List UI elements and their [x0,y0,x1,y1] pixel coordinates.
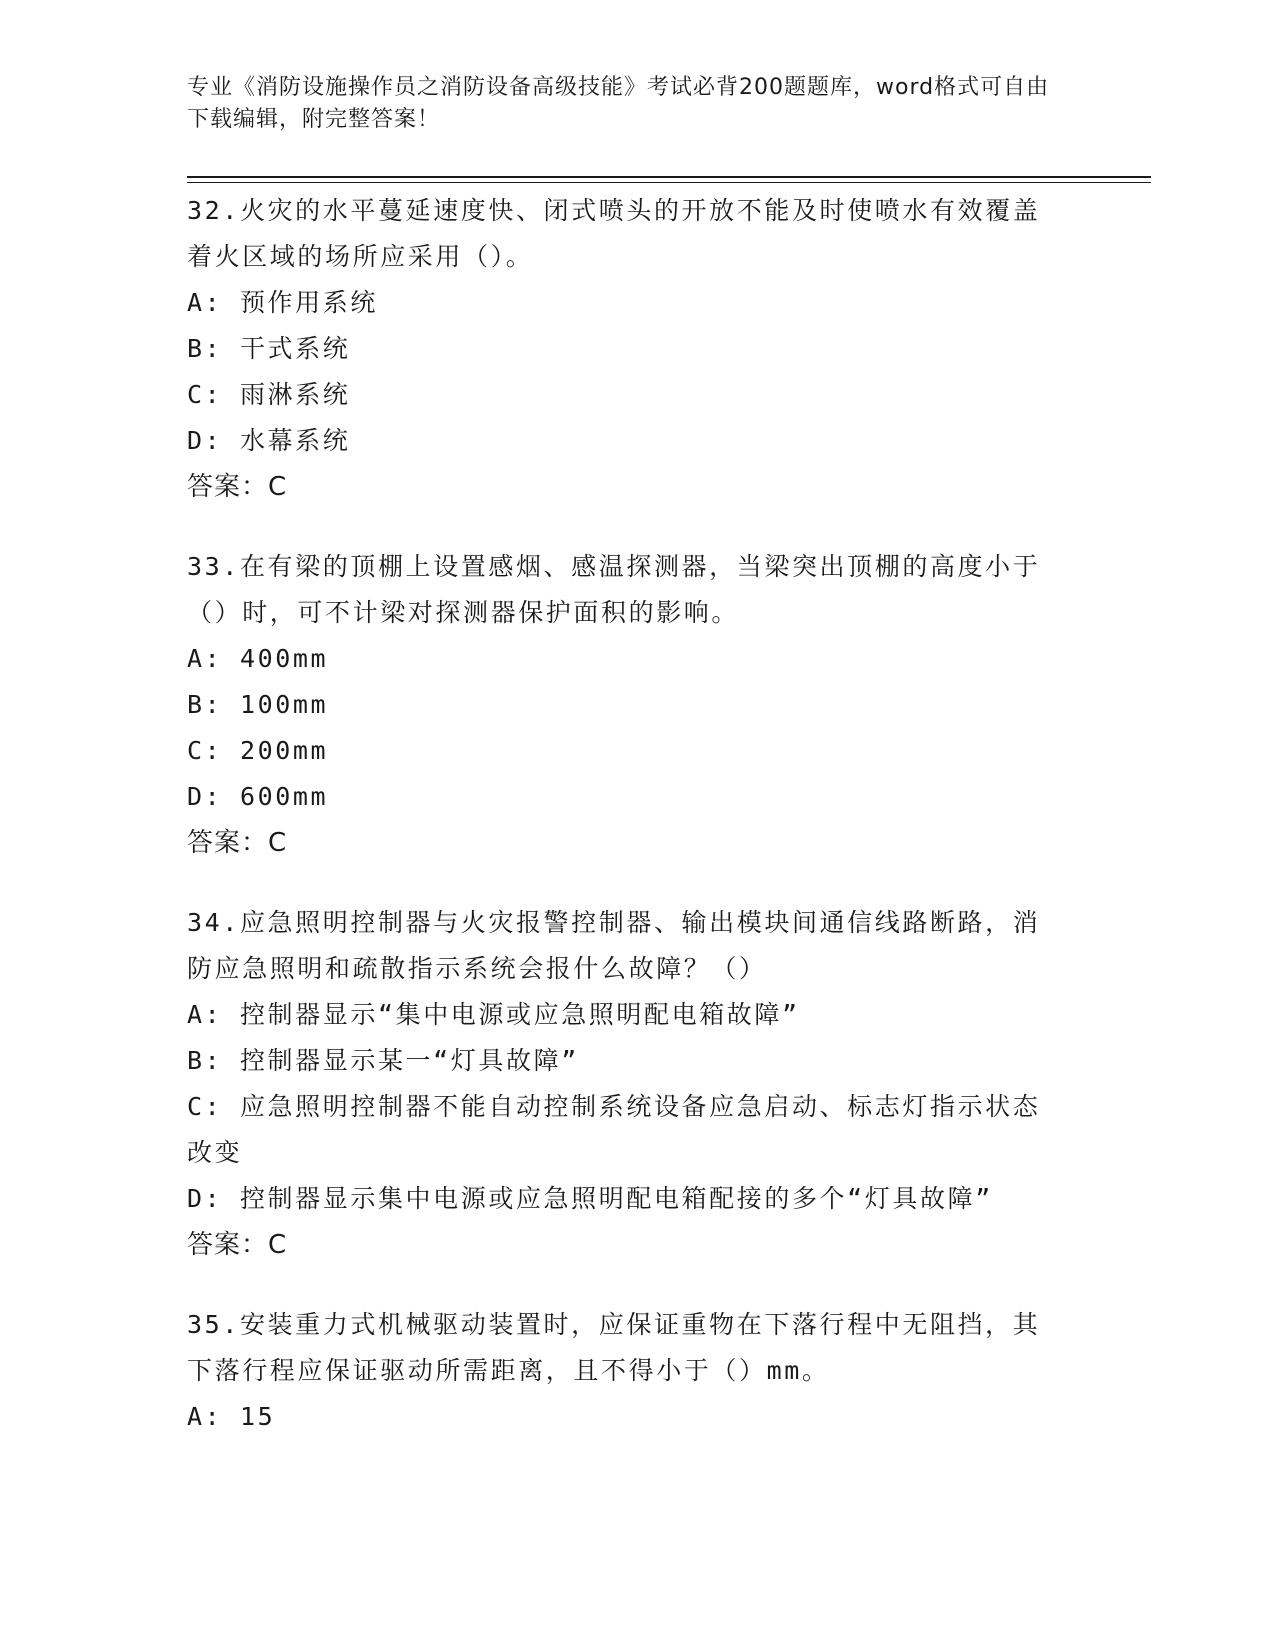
option-d: D: 600mm [187,782,329,811]
question-stem: 32.火灾的水平蔓延速度快、闭式喷头的开放不能及时使喷水有效覆盖着火区域的场所应采用（）。 [187,196,1041,271]
question-stem: 34.应急照明控制器与火灾报警控制器、输出模块间通信线路断路，消防应急照明和疏散指示系统会报什么故障？（） [187,908,1041,983]
document-header: 专业《消防设施操作员之消防设备高级技能》考试必背200题题库，word格式可自由下载编辑，附完整答案！ [187,75,1050,132]
option-d: D: 控制器显示集中电源或应急照明配电箱配接的多个“灯具故障” [187,1184,993,1213]
question-stem: 33.在有梁的顶棚上设置感烟、感温探测器，当梁突出顶棚的高度小于（）时，可不计梁对探测器保护面积的影响。 [187,552,1041,627]
question-33 [187,544,1067,866]
question-35 [187,1302,1067,1440]
question-stem: 35.安装重力式机械驱动装置时，应保证重物在下落行程中无阻挡，其下落行程应保证驱动所需距离，且不得小于（）mm。 [187,1310,1041,1385]
option-c: C: 应急照明控制器不能自动控制系统设备应急启动、标志灯指示状态改变 [187,1092,1041,1167]
option-c: C: 200mm [187,736,329,765]
header-divider-thin [187,182,1151,183]
option-b: B: 干式系统 [187,334,351,363]
option-a: A: 控制器显示“集中电源或应急照明配电箱故障” [187,1000,800,1029]
option-b: B: 100mm [187,690,329,719]
option-d: D: 水幕系统 [187,426,351,455]
question-32 [187,188,1067,510]
answer: 答案：C [187,828,288,858]
option-a: A: 预作用系统 [187,288,378,317]
answer: 答案：C [187,472,288,502]
question-34 [187,900,1067,1268]
question-list [187,188,1067,1474]
answer: 答案：C [187,1230,288,1260]
option-a: A: 400mm [187,644,329,673]
option-c: C: 雨淋系统 [187,380,351,409]
option-b: B: 控制器显示某一“灯具故障” [187,1046,579,1075]
option-a: A: 15 [187,1402,276,1431]
header-divider-thick [187,176,1151,178]
